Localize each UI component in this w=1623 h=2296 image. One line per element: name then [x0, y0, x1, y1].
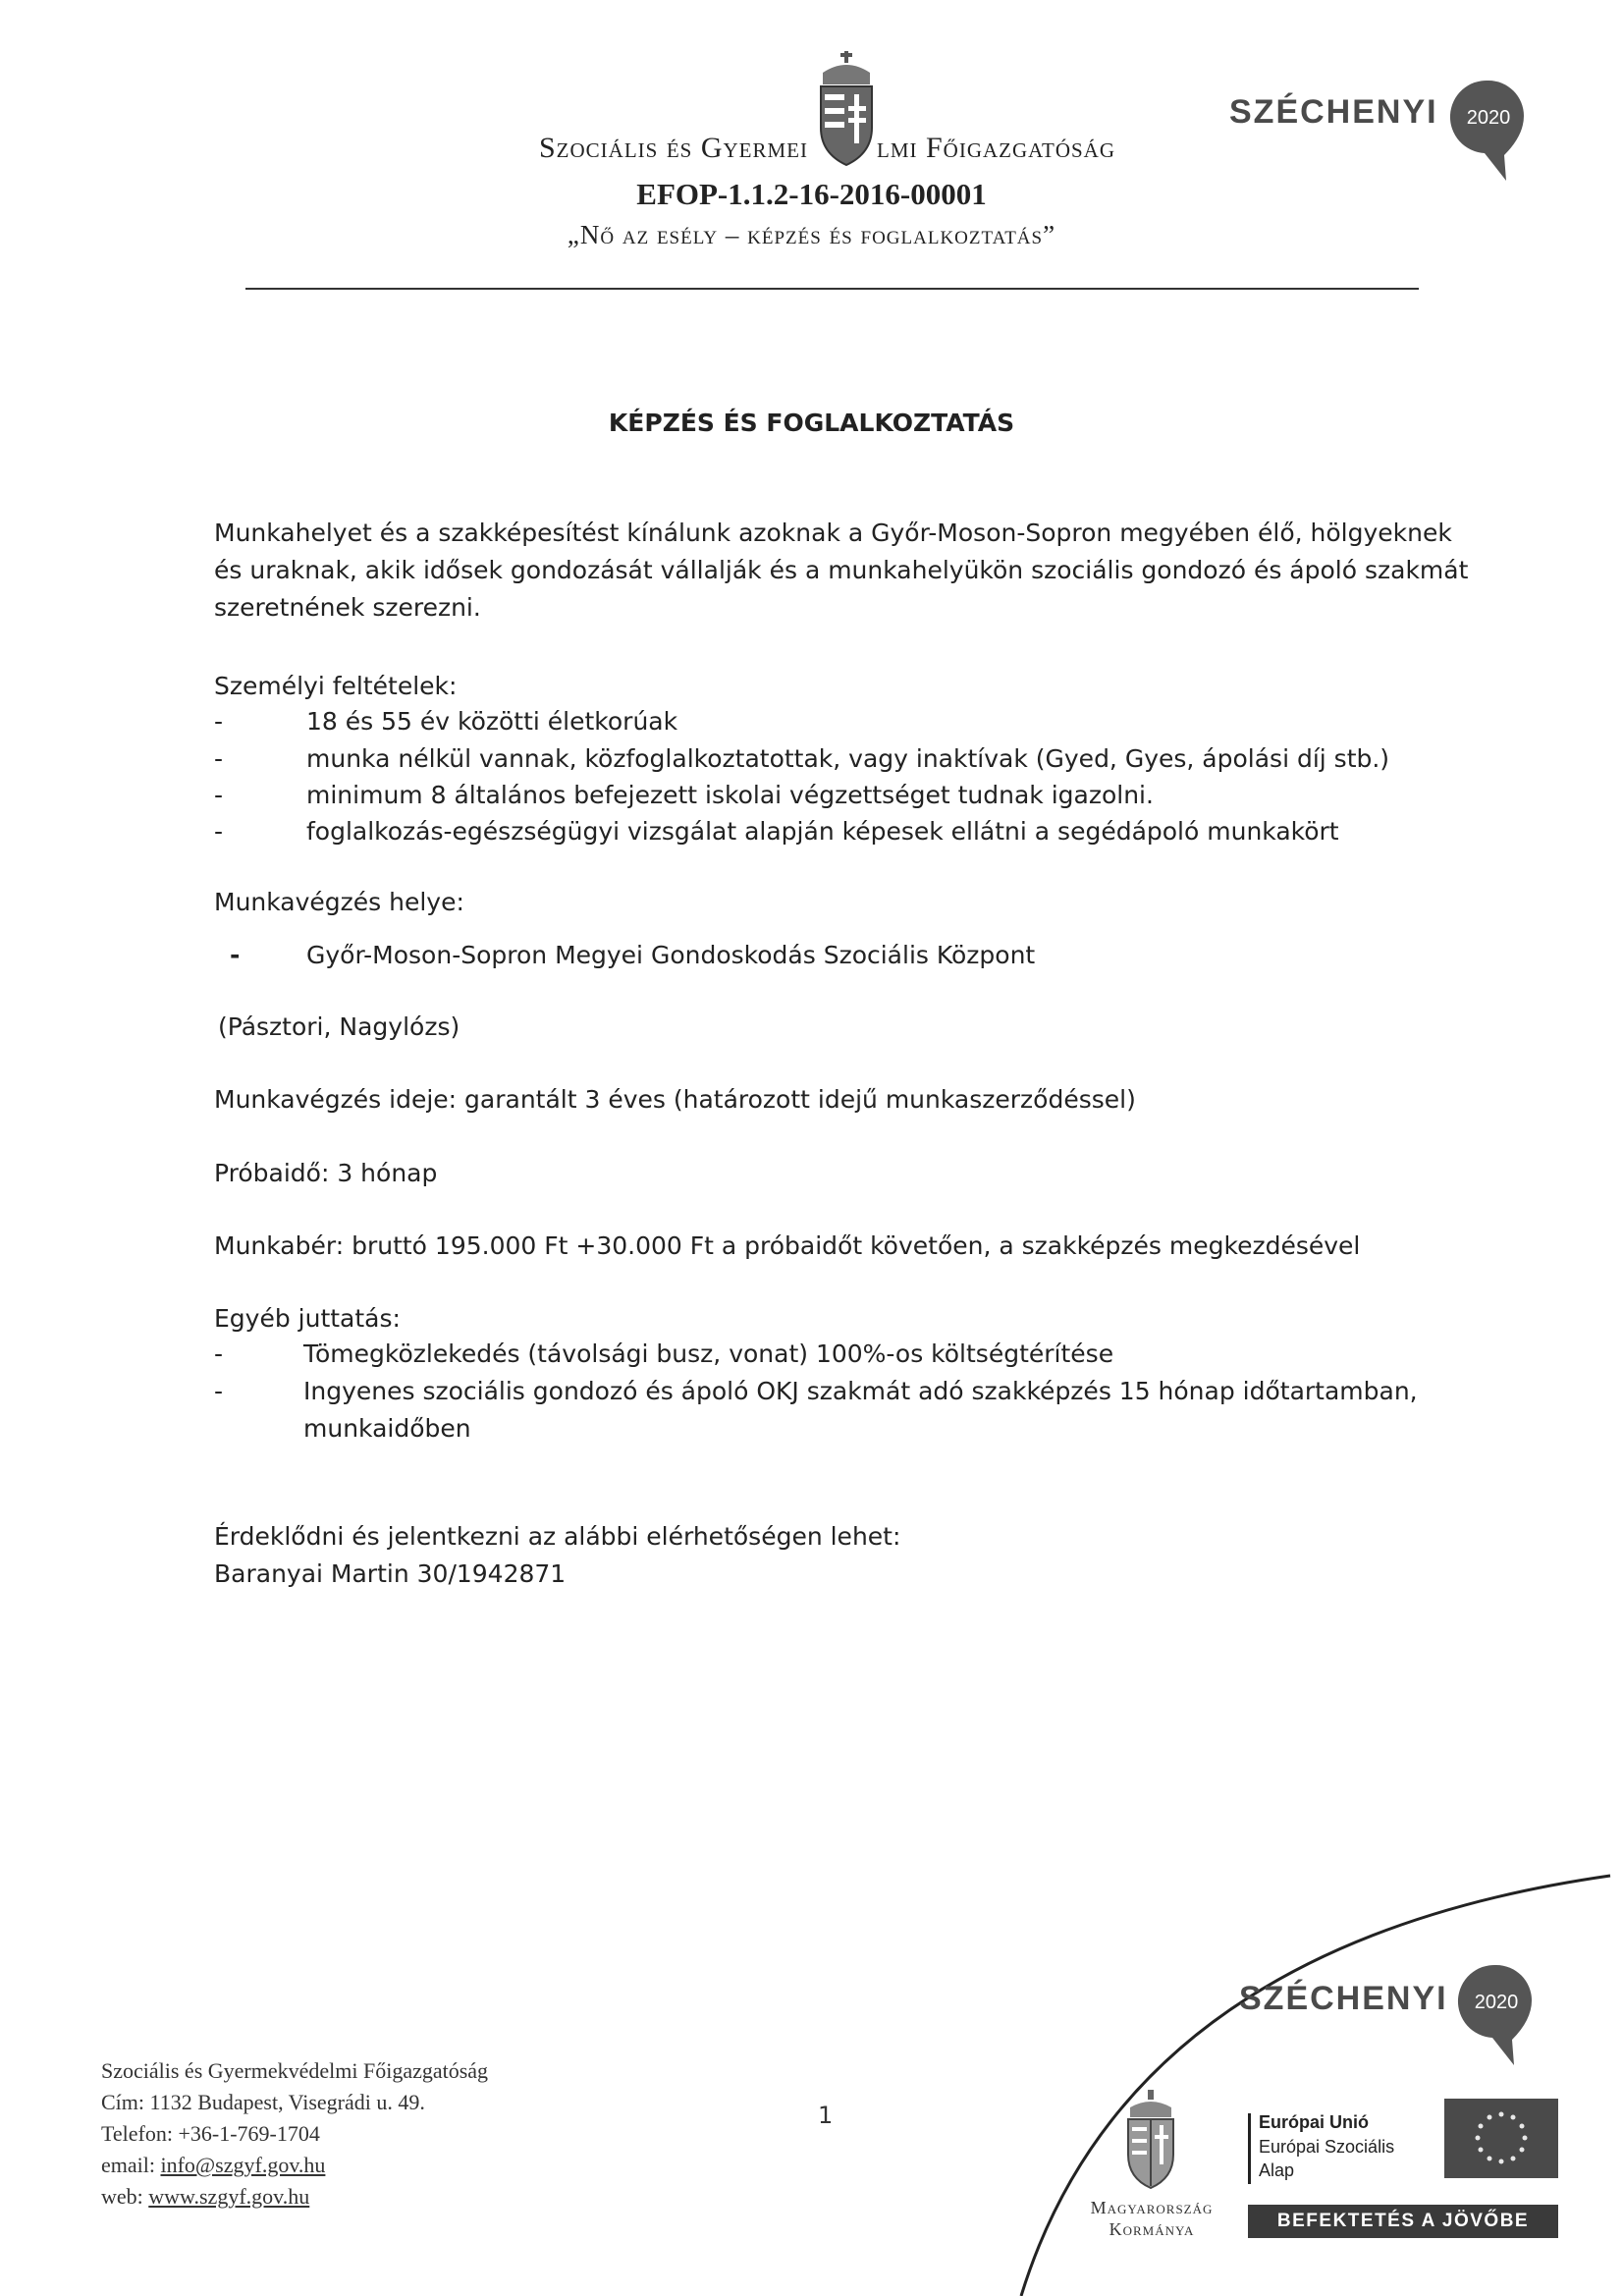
dash-bullet: - [214, 781, 224, 809]
eu-flag-icon [1444, 2099, 1558, 2178]
trial-period: Próbaidő: 3 hónap [214, 1159, 438, 1187]
footer-email-label: email: [101, 2153, 161, 2177]
szechenyi-logo-bottom: SZÉCHENYI [1239, 1980, 1448, 2017]
personal-item-4: foglalkozás-egészségügyi vizsgálat alapján képesek ellátni a segédápoló munkakört [306, 817, 1339, 846]
brand-year-top: 2020 [1466, 107, 1511, 129]
workplace-heading: Munkavégzés helye: [214, 888, 464, 916]
page-title: KÉPZÉS ÉS FOGLALKOZTATÁS [608, 409, 1015, 437]
dash-bullet: - [230, 941, 241, 969]
footer-address-block [101, 2055, 488, 2213]
wage: Munkabér: bruttó 195.000 Ft +30.000 Ft a próbaidőt követően, a szakképzés megkezdésével [214, 1231, 1361, 1260]
footer-web-label: web: [101, 2184, 149, 2209]
government-name-line-1: Magyarország [1090, 2198, 1214, 2217]
contact-line-2: Baranyai Martin 30/1942871 [214, 1559, 567, 1588]
dash-bullet: - [214, 1377, 224, 1405]
szechenyi-logo-top: SZÉCHENYI [1229, 93, 1438, 131]
invest-in-future-banner: BEFEKTETÉS A JÖVŐBE [1248, 2205, 1558, 2238]
footer-phone: Telefon: +36-1-769-1704 [101, 2121, 320, 2146]
footer-address: Cím: 1132 Budapest, Visegrádi u. 49. [101, 2090, 425, 2114]
header-divider [245, 288, 1419, 290]
dash-bullet: - [214, 817, 224, 846]
contact-line-1: Érdeklődni és jelentkezni az alábbi elérhetőségen lehet: [214, 1522, 901, 1551]
personal-heading: Személyi feltételek: [214, 672, 458, 700]
intro-line-2: és uraknak, akik idősek gondozását vállalják és a munkahelyükön szociális gondozó és ápoló szakmát [214, 556, 1469, 584]
szechenyi-2020-pin-icon [1457, 1961, 1536, 2069]
intro-line-1: Munkahelyet és a szakképesítést kínálunk azoknak a Győr-Moson-Sopron megyében élő, hölgyeknek [214, 519, 1452, 547]
workplace-sub: (Pásztori, Nagylózs) [218, 1012, 460, 1041]
brand-year-bottom: 2020 [1474, 1992, 1519, 2013]
page-number: 1 [818, 2102, 834, 2129]
eu-label-1: Európai Unió [1259, 2112, 1369, 2132]
szechenyi-2020-pin-icon [1449, 77, 1528, 185]
workplace-item: Győr-Moson-Sopron Megyei Gondoskodás Szociális Központ [306, 941, 1036, 969]
footer-org: Szociális és Gyermekvédelmi Főigazgatóság [101, 2058, 489, 2083]
intro-line-3: szeretnének szerezni. [214, 593, 481, 622]
personal-item-1: 18 és 55 év közötti életkorúak [306, 707, 678, 736]
personal-item-2: munka nélkül vannak, közfoglalkoztatottak, vagy inaktívak (Gyed, Gyes, ápolási díj stb.) [306, 744, 1390, 773]
hungarian-crest-icon [815, 51, 878, 169]
personal-item-3: minimum 8 általános befejezett iskolai végzettséget tudnak igazolni. [306, 781, 1154, 809]
header-org-right: lmi Főigazgatóság [877, 132, 1116, 164]
footer-web-row [101, 2181, 488, 2213]
dash-bullet: - [214, 707, 224, 736]
benefit-item-2-cont: munkaidőben [303, 1414, 471, 1443]
footer-web-link[interactable]: www.szgyf.gov.hu [148, 2184, 310, 2209]
project-code: EFOP-1.1.2-16-2016-00001 [636, 177, 987, 211]
footer-email-link[interactable]: info@szgyf.gov.hu [160, 2153, 326, 2177]
footer-email-row [101, 2150, 488, 2181]
government-name-line-2: Kormánya [1109, 2219, 1195, 2239]
eu-label-3: Alap [1259, 2160, 1295, 2180]
benefit-item-1: Tömegközlekedés (távolsági busz, vonat) 100%-os költségtérítése [303, 1339, 1114, 1368]
eu-divider [1248, 2113, 1251, 2184]
work-duration: Munkavégzés ideje: garantált 3 éves (határozott idejű munkaszerződéssel) [214, 1085, 1136, 1114]
project-name: „Nő az esély – képzés és foglalkoztatás” [567, 220, 1056, 249]
benefit-item-2: Ingyenes szociális gondozó és ápoló OKJ szakmát adó szakképzés 15 hónap időtartamban, [303, 1377, 1418, 1405]
dash-bullet: - [214, 1339, 224, 1368]
header-org-left: Szociális és Gyermei [538, 132, 808, 164]
benefits-heading: Egyéb juttatás: [214, 1304, 401, 1333]
hungarian-government-crest-icon [1122, 2090, 1179, 2193]
eu-label-2: Európai Szociális [1259, 2137, 1395, 2157]
dash-bullet: - [214, 744, 224, 773]
